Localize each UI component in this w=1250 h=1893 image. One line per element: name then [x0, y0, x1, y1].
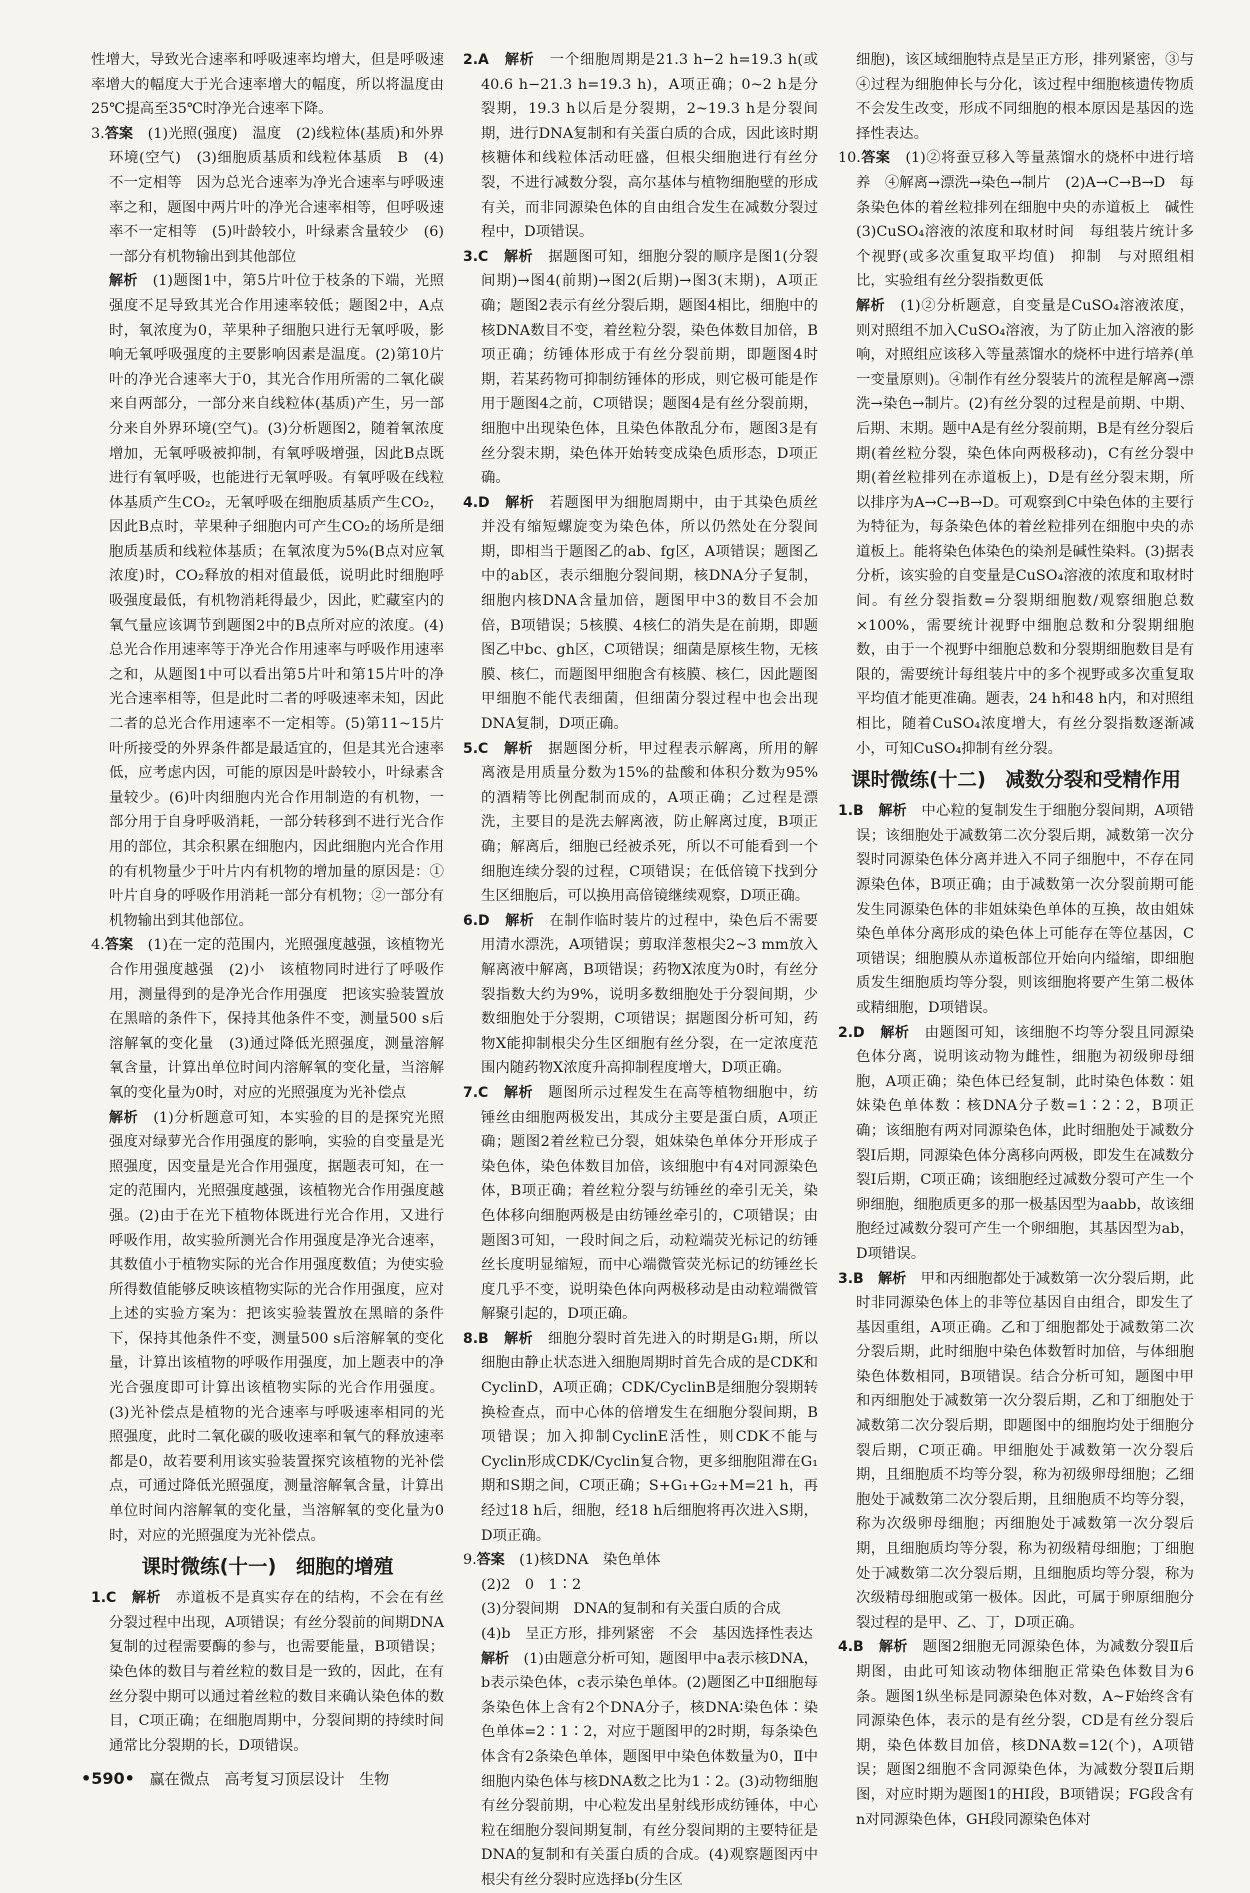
answer-line: (3)分裂间期 DNA的复制和有关蛋白质的合成: [481, 1601, 781, 1618]
analysis-label: 解析: [504, 1084, 534, 1101]
question-3: [91, 122, 444, 270]
analysis-label: 解析: [109, 1109, 139, 1126]
analysis-9: [463, 1647, 818, 1893]
item-number: 6.D: [463, 912, 490, 929]
analysis-label: 解析: [504, 1330, 534, 1347]
item-text: 若题图甲为细胞周期中，由于其染色质丝并没有缩短螺旋变为染色体，所以仍然处在分裂间期，即相当于题图乙的ab、fg区，A项错误；题图乙中的ab区，表示细胞分裂间期，核DNA分子复制，细胞内核DNA含量加倍，题图甲中3的数目不会加倍，B项错误；5核膜、4核仁的消失是在前期，即题图乙中bc、gh区，C项错误；细菌是原核生物，无核膜、核仁，而题图甲细胞含有核膜、核仁，因此题图甲细胞不能代表细菌，但细菌分裂过程中也会出现DNA复制，D项正确。: [481, 494, 818, 733]
item-text: 据题图可知，细胞分裂的顺序是图1(分裂间期)→图4(前期)→图2(后期)→图3(末期)，A项正确；题图2表示有丝分裂后期，题图4相比，细胞中的核DNA数目不变，着丝粒分裂，染色体数目加倍，B项正确；纺锤体形成于有丝分裂前期，即题图4时期，若某药物可抑制纺锤体的形成，则它极可能是作用于题图4之前，C项错误；题图4是有丝分裂前期，细胞中出现染色体，且染色体散乱分布，题图3是有丝分裂末期，染色体开始转变成染色质形态，D项正确。: [481, 248, 819, 487]
item-text: 题图2细胞无同源染色体，为减数分裂Ⅱ后期图，由此可知该动物体细胞正常染色体数目为6条。题图1纵坐标是同源染色体对数，A~F始终含有同源染色体，表示的是有丝分裂，CD是有丝分裂后期，染色体数目加倍，核DNA数=12(个)，A项错误；题图2细胞不含同源染色体，为减数分裂Ⅱ后期图，对应时期为题图1的HI段，B项错误；FG段含有n对同源染色体，GH段同源染色体对: [856, 1639, 1194, 1828]
answer-line: (2)2 0 1∶2: [481, 1576, 582, 1593]
section-heading-11: 课时微练(十一) 细胞的增殖: [141, 1555, 394, 1579]
item-b3: [838, 1267, 1194, 1636]
page-footer: [81, 1768, 399, 1789]
item-b4: [838, 1635, 1194, 1832]
analysis-text: (1)分析题意可知，本实验的目的是探究光照强度对绿萝光合作用强度的影响，实验的自变量是光照强度，因变量是光合作用强度，据题表可知，在一定的范围内，光照强度越强，该植物光合作用强度越强。(2)由于在光下植物体既进行光合作用，又进行呼吸作用，故实验所测光合作用强度是净光合速率，其数值小于植物实际的光合作用强度数值；为使实验所得数值能够反映该植物实际的光合作用强度，应对上述的实验方案为：把该实验装置放在黑暗的条件下，保持其他条件不变，测量500 s后溶解氧的变化量，计算出该植物的呼吸作用强度，加上题表中的净光合强度即可计算出该植物实际的光合作用强度。(3)光补偿点是植物的光合速率与呼吸速率相同的光照强度，此时二氧化碳的吸收速率和氧气的释放速率都是0，故若要利用该实验装置探究该植物的光补偿点，可通过降低光照强度，测量溶解氧含量，计算出单位时间内溶解氧的变化量，当溶解氧的变化量为0时，对应的光照强度为光补偿点。: [109, 1109, 445, 1544]
item-number: 2.A: [463, 52, 489, 68]
analysis-label: 解析: [878, 1270, 907, 1287]
item-4: [463, 491, 818, 737]
item-number: 7.C: [463, 1084, 489, 1101]
item-8: [463, 1327, 818, 1548]
item-1: [91, 1586, 444, 1758]
column-left: [91, 48, 445, 1754]
item-7: [463, 1081, 818, 1327]
answer-label: 答案: [104, 125, 134, 142]
item-6: [463, 909, 818, 1081]
item-number: 1.C: [91, 1590, 117, 1607]
item-b1: [838, 799, 1194, 1020]
item-2: [463, 48, 818, 245]
question-number: 9.: [463, 1552, 477, 1569]
analysis-label: 解析: [504, 52, 535, 68]
answer-text: (1)在一定的范围内，光照强度越强，该植物光合作用强度越强 (2)小 该植物同时进行了呼吸作用，测量得到的是净光合作用强度 把该实验装置放在黑暗的条件下，保持其他条件不变，测量500 s后溶解氧的变化量 (3)通过降低光照强度，测量溶解氧含量，计算出单位时间内溶解氧的变化量，当溶解氧的变化量为0时，对应的光照强度为光补偿点: [109, 937, 444, 1101]
answer-line: (4)b 呈正方形，排列紧密 不会 基因选择性表达: [481, 1626, 813, 1642]
analysis-text: (1)题图1中，第5片叶位于枝条的下端，光照强度不足导致其光合作用速率较低；题图2中，A点时，氧浓度为0，苹果种子细胞只进行无氧呼吸，影响无氧呼吸强度的主要影响因素是温度。(2)第10片叶的净光合速率大于0，其光合作用所需的二氧化碳来自两部分，一部分来自线粒体(基质)产生，另一部分来自外界环境(空气)。(3)分析题图2，随着氧浓度增加，无氧呼吸被抑制，有氧呼吸增强，因此B点既进行有氧呼吸，也能进行无氧呼吸。有氧呼吸在线粒体基质产生CO₂，无氧呼吸在细胞质基质产生CO₂，因此B点时，苹果种子细胞内可产生CO₂的场所是细胞质基质和线粒体基质；在氧浓度为5%(B点对应氧浓度)时，CO₂释放的相对值最低，说明此时细胞呼吸强度最低，有机物消耗得最少，因此，贮藏室内的氧气量应该调节到题图2中的B点所对应的浓度。(4)总光合作用速率等于净光合作用速率与呼吸作用速率之和，从题图1中可以看出第5片叶和第15片叶的净光合速率相等，但是此时二者的呼吸速率未知，因此二者的总光合作用速率不一定相等。(5)第11~15片叶所接受的外界条件都是最适宜的，但是其光合速率低，应考虑内因，可能的原因是叶龄较小，叶绿素含量较少。(6)叶肉细胞内光合作用制造的有机物，一部分用于自身呼吸消耗，一部分转移到不进行光合作用的部位，其余积累在细胞内，因此细胞内光合作用的有机物量少于叶片内有机物的增加量的原因是：①叶片自身的呼吸作用消耗一部分有机物；②一部分有机物输出到其他部位。: [109, 273, 444, 929]
item-text: 由题图可知，该细胞不均等分裂且同源染色体分离，说明该动物为雌性，细胞为初级卵母细胞，A项正确；染色体已经复制，此时染色体数∶姐妹染色单体数∶核DNA分子数=1∶2∶2，B项正确；该细胞有两对同源染色体，此时细胞处于减数分裂Ⅰ后期，同源染色体分离移向两极，即发生在减数分裂Ⅰ后期，C项正确；该细胞经过减数分裂可产生一个卵细胞，细胞质更多的那一极基因型为aabb，故该细胞经过减数分裂可产生一个卵细胞，其基因型为ab，D项错误。: [856, 1024, 1194, 1262]
question-number: 4.: [91, 937, 105, 954]
column-right: [838, 48, 1209, 1828]
item-number: 2.D: [838, 1024, 865, 1041]
analysis-label: 解析: [481, 1650, 510, 1667]
section-heading-12: 课时微练(十二) 减数分裂和受精作用: [851, 768, 1181, 792]
item-b2: [838, 1021, 1194, 1267]
question-9: [463, 1548, 818, 1573]
analysis-text: (1)②分析题意，自变量是CuSO₄溶液浓度，则对照组不加入CuSO₄溶液，为了防止加入溶液的影响，对照组应该移入等量蒸馏水的烧杯中进行培养(单一变量原则)。④制作有丝分裂装片的流程是解离→漂洗→染色→制片。(2)有丝分裂的过程是前期、中期、后期、末期。题中A是有丝分裂前期，B是有丝分裂后期(着丝粒分裂，染色体向两极移动)，C有丝分裂中期(着丝粒排列在赤道板上)，D是有丝分裂末期，所以排序为A→C→B→D。可观察到C中染色体的主要行为特征为，每条染色体的着丝粒排列在细胞中央的赤道板上。能将染色体染色的染剂是碱性染料。(3)据表分析，该实验的自变量是CuSO₄溶液的浓度和取材时间。有丝分裂指数=分裂期细胞数/观察细胞总数×100%，需要统计视野中细胞总数和分裂期细胞数，由于一个视野中细胞总数和分裂期细胞数目是有限的，需要统计每组装片中的多个视野或多次重复取平均值才能更准确。题表，24 h和48 h内，和对照组相比，随着CuSO₄浓度增大，有丝分裂指数逐渐减小，可知CuSO₄抑制有丝分裂。: [856, 297, 1195, 757]
book-title: 赢在微点: [149, 1770, 210, 1788]
question-4: [91, 933, 444, 1105]
question-number: 10.: [838, 150, 861, 167]
answer-label: 答案: [104, 937, 134, 954]
answer-text: (1)光照(强度) 温度 (2)线粒体(基质)和外界环境(空气) (3)细胞质基质和线粒体基质 B (4)不一定相等 因为总光合速率为净光合速率与呼吸速率之和，题图中两片叶的净光合速率相等，但呼吸速率不一定相等 (5)叶龄较小，叶绿素含量较少 (6)一部分有机物输出到其他部位: [109, 125, 444, 265]
item-text: 赤道板不是真实存在的结构，不会在有丝分裂过程中出现，A项错误；有丝分裂前的间期DNA复制的过程需要酶的参与，也需要能量，B项错误；染色体的数目与着丝粒的数目是一致的，因此，在有丝分裂中期可以通过着丝粒的数目来确认染色体的数目，C项正确；在细胞周期中，分裂间期的持续时间通常比分裂期的长，D项错误。: [109, 1590, 444, 1754]
item-text: 在制作临时装片的过程中，染色后不需要用清水漂洗，A项错误；剪取洋葱根尖2~3 mm放入解离液中解离，B项错误；药物X浓度为0时，有丝分裂指数大约为9%，说明多数细胞处于分裂间期，少数细胞处于分裂期，C项错误；据题图分析可知，药物X能抑制根尖分生区细胞有丝分裂，在一定浓度范围内随药物X浓度升高抑制程度增大，D项正确。: [481, 912, 818, 1077]
question-10: [838, 146, 1209, 294]
analysis-label: 解析: [505, 912, 535, 929]
column-middle: [463, 48, 819, 1888]
item-number: 5.C: [463, 740, 489, 757]
item-text: 题图所示过程发生在高等植物细胞中，纺锤丝由细胞两极发出，其成分主要是蛋白质，A项正确；题图2着丝粒已分裂，姐妹染色单体分开形成子染色体，染色体数目加倍，该细胞中有4对同源染色体，B项正确；着丝粒分裂与纺锤丝的牵引无关，染色体移向细胞两极是由纺锤丝牵引的，C项错误；由题图3可知，一段时间之后，动粒端荧光标记的纺锤丝长度明显缩短，而中心端微管荧光标记的纺锤丝长度几乎不变，说明染色体向两极移动是由动粒端微管解聚引起的，D项正确。: [481, 1084, 818, 1323]
analysis-label: 解析: [856, 297, 886, 314]
analysis-label: 解析: [504, 740, 534, 757]
analysis-label: 解析: [131, 1590, 161, 1607]
item-text: 据题图分析，甲过程表示解离，所用的解离液是用质量分数为15%的盐酸和体积分数为95%的酒精等比例配制而成的，A项正确；乙过程是漂洗，主要目的是洗去解离液，防止解离过度，B项正确；解离后，细胞已经被杀死，所以不可能看到一个细胞连续分裂的过程，C项错误；在低倍镜下找到分生区细胞后，可以换用高倍镜继续观察，D项正确。: [481, 740, 818, 905]
item-text: 中心粒的复制发生于细胞分裂间期，A项错误；该细胞处于减数第二次分裂后期，减数第一次分裂时同源染色体分离并进入不同子细胞中，不存在同源染色体，B项正确；由于减数第一次分裂前期可能发生同源染色体的非姐妹染色单体的互换，故由姐妹染色单体分离形成的染色体上可能存在等位基因，C项错误；细胞膜从赤道板部位开始向内缢缩，即细胞质发生细胞质均等分裂，则该细胞将要产生第二极体或精细胞，D项错误。: [856, 803, 1194, 1016]
series-title: 高考复习顶层设计: [224, 1770, 345, 1788]
page-number: •590•: [81, 1769, 135, 1788]
analysis-label: 解析: [505, 494, 535, 511]
item-number: 8.B: [463, 1330, 489, 1347]
analysis-10: [838, 294, 1194, 761]
item-3: [463, 245, 818, 491]
analysis-label: 解析: [878, 1639, 908, 1656]
analysis-label: 解析: [880, 1024, 910, 1041]
question-number: 3.: [91, 125, 105, 142]
analysis-label: 解析: [503, 248, 534, 265]
paragraph-continued: 性增大，导致光合速率和呼吸速率均增大，但是呼吸速率增大的幅度大于光合速率增大的幅度，所以将温度由25℃提高至35℃时净光合速率下降。: [91, 52, 444, 118]
item-number: 4.B: [838, 1639, 864, 1656]
analysis-text: (1)由题意分析可知，题图甲中a表示核DNA，b表示染色体，c表示染色单体。(2)题图乙中Ⅱ细胞每条染色体上含有2个DNA分子，核DNA∶染色体∶染色单体=2∶1∶2，对应于题图甲的2时期，每条染色体含有2条染色单体，题图甲中染色体数量为0，Ⅱ中细胞内染色体与核DNA数之比为1∶2。(3)动物细胞有丝分裂前期，中心粒发出星射线形成纺锤体，中心粒在细胞分裂间期复制，有丝分裂间期的主要特征是DNA的复制和有关蛋白质的合成。(4)观察题图丙中根尖有丝分裂时应选择b(分生区: [481, 1650, 818, 1888]
analysis-label: 解析: [878, 803, 907, 820]
analysis-label: 解析: [109, 273, 138, 290]
item-text: 一个细胞周期是21.3 h−2 h=19.3 h(或40.6 h−21.3 h=19.3 h)，A项正确；0~2 h是分裂期，19.3 h以后是分裂期，2~19.3 h是分裂间期，进行DNA复制和有关蛋白质的合成，因此该时期核糖体和线粒体活动旺盛，但根尖细胞进行有丝分裂，不进行减数分裂，高尔基体与植物细胞壁的形成有关，而非同源染色体的自由组合发生在减数分裂过程中，D项错误。: [481, 52, 818, 241]
item-number: 3.C: [463, 248, 489, 265]
answer-label: 答案: [476, 1552, 505, 1569]
item-text: 甲和丙细胞都处于减数第一次分裂后期，此时非同源染色体上的非等位基因自由组合，即发生了基因重组，A项正确。乙和丁细胞都处于减数第二次分裂后期，此时细胞中染色体数暂时加倍，与体细胞染色体数相同，B项错误。结合分析可知，题图中甲和丙细胞处于减数第一次分裂后期，乙和丁细胞处于减数第二次分裂后期，即题图中的细胞均处于细胞分裂后期，C项正确。甲细胞处于减数第一次分裂后期，且细胞质不均等分裂，称为初级卵母细胞；乙细胞处于减数第二次分裂后期，且细胞质不均等分裂，称为次级卵母细胞；丙细胞处于减数第一次分裂后期，且细胞质均等分裂，称为初级精母细胞；丁细胞处于减数第二次分裂后期，且细胞质均等分裂，称为次级精母细胞或第一极体。因此，可属于卵原细胞分裂过程的是甲、乙、丁，D项正确。: [856, 1270, 1194, 1631]
item-number: 4.D: [463, 494, 490, 511]
subject-label: 生物: [359, 1770, 390, 1788]
item-number: 1.B: [838, 803, 864, 820]
item-number: 3.B: [838, 1270, 864, 1287]
item-5: [463, 737, 818, 909]
answer-label: 答案: [860, 150, 891, 167]
paragraph-continued: 细胞)，该区域细胞特点是呈正方形，排列紧密，③与④过程为细胞伸长与分化，该过程中细胞核遗传物质不会发生改变，形成不同细胞的根本原因是基因的选择性表达。: [856, 52, 1194, 142]
analysis-3: [91, 269, 444, 933]
item-text: 细胞分裂时首先进入的时期是G₁期，所以细胞由静止状态进入细胞周期时首先合成的是CDK和CyclinD，A项正确；CDK/CyclinB是细胞分裂期转换检查点，而中心体的倍增发生在细胞分裂间期，B项错误；加入抑制CyclinE活性，则CDK不能与Cyclin形成CDK/Cyclin复合物，更多细胞阻滞在G₁期和S期之间，C项正确；S+G₁+G₂+M=21 h，再经过18 h后，细胞，经18 h后细胞将再次进入S期，D项正确。: [481, 1330, 818, 1544]
answer-text: (1)②将蚕豆移入等量蒸馏水的烧杯中进行培养 ④解离→漂洗→染色→制片 (2)A→C→B→D 每条染色体的着丝粒排列在细胞中央的赤道板上 碱性 (3)CuSO₄溶液的浓度和取材时间 每组装片统计多个视野(或多次重复取平均值) 抑制 与对照组相比，实验组有丝分裂指数更低: [856, 150, 1209, 290]
analysis-4: [91, 1106, 444, 1549]
answer-text: (1)核DNA 染色单体: [519, 1552, 661, 1569]
